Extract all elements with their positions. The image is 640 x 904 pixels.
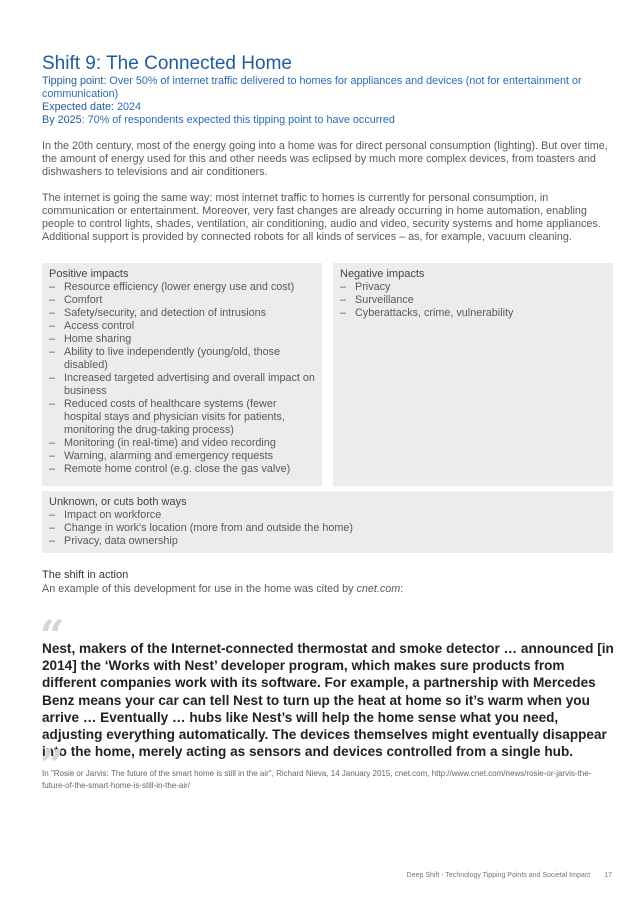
page-number: 17	[604, 872, 612, 879]
impact-item: – Surveillance	[340, 294, 607, 307]
tipping-point-summary	[42, 75, 602, 127]
impact-item: – Access control	[49, 320, 316, 333]
quote-citation: In "Rosie or Jarvis: The future of the smart home is still in the air", Richard Nieva, 14 January 2015, cnet.com, http://www.cnet.com/news/rosie-or-jarvis-the-future-of-the-smart-home-is-still-in-the-air/	[42, 769, 592, 790]
tipping-point-line	[42, 75, 602, 101]
intro-paragraph-1: In the 20th century, most of the energy going into a home was for direct personal consumption (lighting). But over time, the amount of energy used for this and other needs was eclipsed by much more complex devices, from toasters and dishwashers to televisions and air conditioners.	[42, 140, 608, 178]
positive-impacts-list	[49, 281, 316, 476]
expected-date-label: Expected date	[42, 101, 112, 113]
negative-impacts-list	[340, 281, 607, 320]
negative-impacts-box	[333, 263, 613, 486]
footer-text: Deep Shift - Technology Tipping Points and Societal Impact	[406, 872, 591, 879]
impact-item: – Comfort	[49, 294, 316, 307]
impact-item: – Safety/security, and detection of intrusions	[49, 307, 316, 320]
expected-date-line	[42, 101, 602, 114]
page-footer	[407, 872, 612, 879]
shift-in-action-text: An example of this development for use in the home was cited by cnet.com:	[42, 583, 404, 595]
close-quote-icon: ”	[40, 741, 65, 790]
impact-item: – Home sharing	[49, 333, 316, 346]
impact-item: – Change in work's location (more from and outside the home)	[49, 522, 607, 535]
intro-paragraph-2: The internet is going the same way: most internet traffic to homes is currently for personal consumption, in communication or entertainment. Moreover, very fast changes are already occurring in home automation, enabling people to control lights, shades, ventilation, air conditioning, audio and video, security systems and home appliances. Additional support is provided by connected robots for all kinds of services – as, for example, vacuum cleaning.	[42, 192, 601, 243]
tipping-point-label: Tipping point	[42, 75, 104, 87]
impact-item: – Remote home control (e.g. close the gas valve)	[49, 463, 316, 476]
positive-impacts-box	[42, 263, 322, 486]
impact-item: – Privacy	[340, 281, 607, 294]
positive-impacts-heading: Positive impacts	[49, 268, 129, 280]
impact-item: – Monitoring (in real-time) and video recording	[49, 437, 316, 450]
open-quote-icon: “	[40, 611, 65, 660]
by-2025-line	[42, 114, 602, 127]
impact-item: – Privacy, data ownership	[49, 535, 607, 548]
impact-item: – Resource efficiency (lower energy use and cost)	[49, 281, 316, 294]
impact-item: – Warning, alarming and emergency requests	[49, 450, 316, 463]
impact-item: – Impact on workforce	[49, 509, 607, 522]
source-name: cnet.com	[356, 583, 401, 595]
impact-item: – Ability to live independently (young/old, those disabled)	[49, 346, 316, 372]
quote-text: Nest, makers of the Internet-connected thermostat and smoke detector … announced [in 2014] the ‘Works with Nest’ developer program, which makes sure products from different companies work with its software. For example, a partnership with Mercedes Benz means your car can tell Nest to turn up the heat at home so it’s warm when you arrive … Eventually … hubs like Nest’s will help the home sense what you need, adjusting everything automatically. The devices themselves might eventually disappear into the home, merely acting as sensors and devices controlled from a single hub.	[42, 641, 614, 760]
impact-item: – Cyberattacks, crime, vulnerability	[340, 307, 607, 320]
unknown-impacts-heading: Unknown, or cuts both ways	[49, 496, 187, 508]
by-2025-value: : 70% of respondents expected this tipping point to have occurred	[81, 114, 395, 126]
page-title: Shift 9: The Connected Home	[42, 52, 292, 74]
unknown-impacts-list	[49, 509, 607, 548]
impact-item: – Increased targeted advertising and overall impact on business	[49, 372, 316, 398]
tipping-point-value: : Over 50% of internet traffic delivered to homes for appliances and devices (not for entertainment or communication)	[42, 75, 582, 100]
by-2025-label: By 2025	[42, 114, 82, 126]
impact-item: – Reduced costs of healthcare systems (fewer hospital stays and physician visits for patients, monitoring the drug-taking process)	[49, 398, 316, 437]
unknown-impacts-box	[42, 491, 613, 553]
expected-date-value: : 2024	[111, 101, 142, 113]
negative-impacts-heading: Negative impacts	[340, 268, 425, 280]
shift-in-action-heading: The shift in action	[42, 569, 129, 581]
